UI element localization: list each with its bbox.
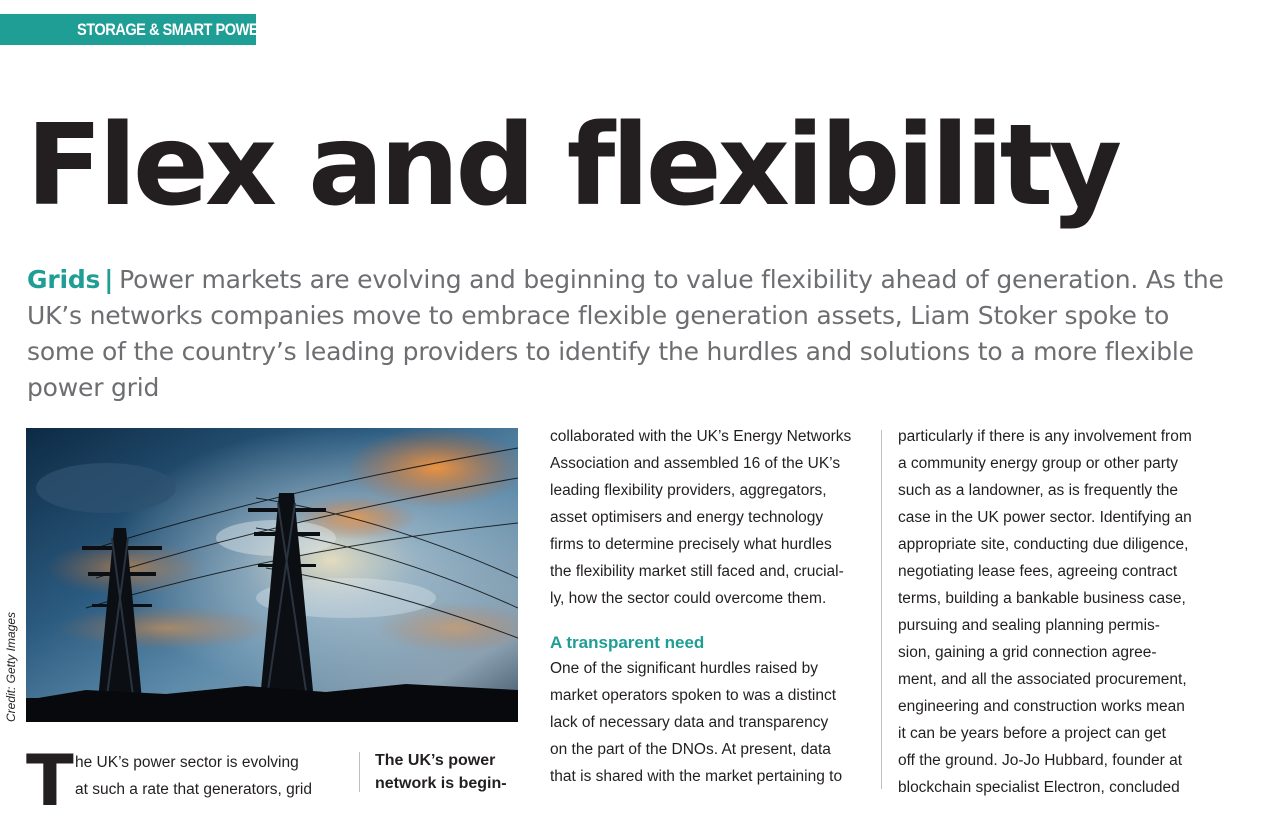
body-line: appropriate site, conducting due diligence, — [898, 536, 1189, 553]
photo-credit: Credit: Getty Images — [4, 611, 18, 722]
body-line: the flexibility market still faced and, crucial- — [550, 563, 844, 580]
body-line: One of the significant hurdles raised by — [550, 660, 818, 677]
body-line: off the ground. Jo-Jo Hubbard, founder at — [898, 752, 1183, 769]
body-column-3 — [898, 423, 1218, 801]
body-column-1 — [75, 749, 335, 803]
pullquote-line: network is begin- — [375, 775, 507, 792]
section-tag — [0, 14, 269, 45]
body-line: at such a rate that generators, grid — [75, 781, 312, 798]
body-line: such as a landowner, as is frequently the — [898, 482, 1179, 499]
standfirst-text: Power markets are evolving and beginning to value flexibility ahead of generation. As the UK’s networks companies move to embrace flexible generation assets, Liam Stoker spoke to some of the country’s leading providers to identify the hurdles and solutions to a more flexible power grid — [27, 265, 1224, 402]
section-label: STORAGE & SMART POWER — [77, 20, 269, 39]
body-line: pursuing and sealing planning permis- — [898, 617, 1160, 634]
body-line: negotiating lease fees, agreeing contract — [898, 563, 1178, 580]
standfirst-kicker: Grids — [27, 265, 101, 294]
body-line: Association and assembled 16 of the UK’s — [550, 455, 841, 472]
headline: Flex and flexibility — [26, 101, 1119, 231]
body-line: ly, how the sector could overcome them. — [550, 590, 827, 607]
body-line: that is shared with the market pertaining to — [550, 768, 843, 785]
body-line: a community energy group or other party — [898, 455, 1178, 472]
body-line: leading flexibility providers, aggregators, — [550, 482, 827, 499]
body-line: blockchain specialist Electron, concluded — [898, 779, 1180, 796]
body-line: market operators spoken to was a distinct — [550, 687, 837, 704]
pylon-photo — [26, 428, 518, 722]
body-line: sion, gaining a grid connection agree- — [898, 644, 1157, 661]
column-divider — [881, 430, 882, 789]
pullquote — [375, 749, 525, 795]
pullquote-line: The UK’s power — [375, 752, 496, 769]
body-line: it can be years before a project can get — [898, 725, 1166, 742]
body-line: lack of necessary data and transparency — [550, 714, 829, 731]
body-line: case in the UK power sector. Identifying an — [898, 509, 1192, 526]
pullquote-divider — [359, 752, 360, 792]
body-line: he UK’s power sector is evolving — [75, 754, 299, 771]
drop-cap: T — [26, 740, 74, 822]
body-line: engineering and construction works mean — [898, 698, 1185, 715]
body-line: firms to determine precisely what hurdles — [550, 536, 832, 553]
body-line: terms, building a bankable business case, — [898, 590, 1186, 607]
body-line: ment, and all the associated procurement, — [898, 671, 1187, 688]
subhead: A transparent need — [550, 633, 705, 652]
body-line: asset optimisers and energy technology — [550, 509, 824, 526]
body-line: collaborated with the UK’s Energy Networks — [550, 428, 852, 445]
standfirst — [27, 262, 1227, 406]
body-line: on the part of the DNOs. At present, data — [550, 741, 831, 758]
body-column-2 — [550, 423, 870, 790]
standfirst-separator: | — [104, 265, 114, 294]
body-line: particularly if there is any involvement from — [898, 428, 1192, 445]
